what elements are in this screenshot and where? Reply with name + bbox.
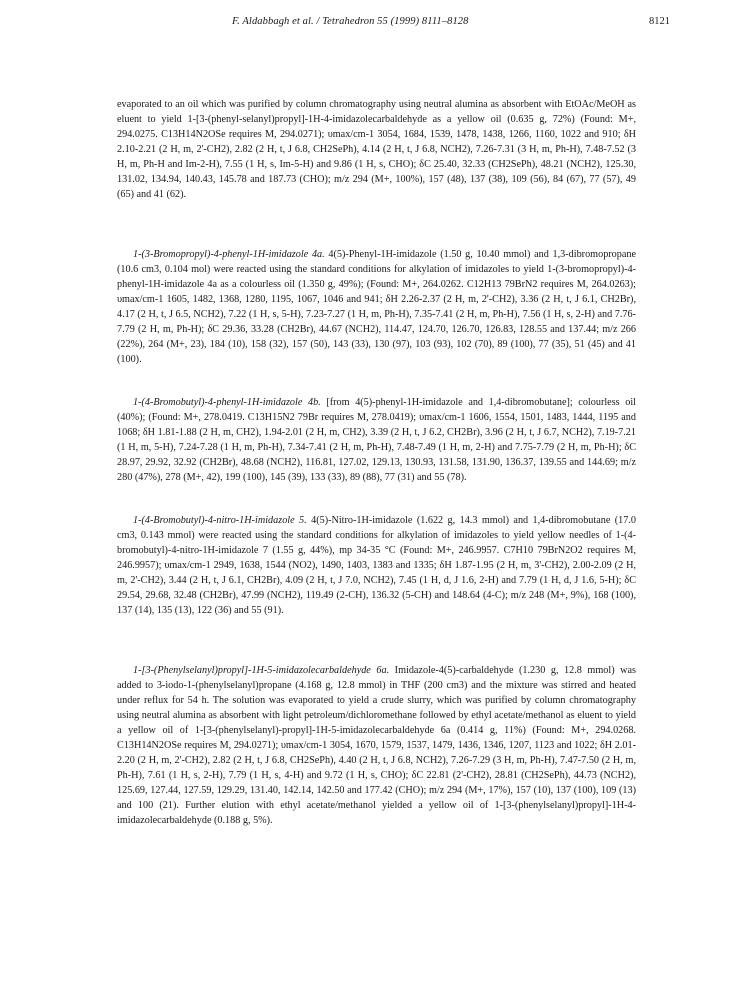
paragraph-text: [from 4(5)-phenyl-1H-imidazole and 1,4-dibromobutane]; colourless oil (40%); (Found: M+, 278.0419. C13H15N2 79Br requires M, 278.0419); υmax/cm-1 1606, 1554, 1501, 1483, 1444, 1195 and 1068; δH 1.81-1.88 (2 H, m, CH2), 1.94-2.01 (2 H, m, CH2), 3.39 (2 H, t, J 6.2, CH2Br), 3.96 (2 H, t, J 6.7, NCH2), 7.19-7.21 (1 H, m, 5-H), 7.24-7.28 (1 H, m, Ph-H), 7.34-7.41 (2 H, m, Ph-H), 7.48-7.49 (1 H, m, 2-H) and 7.75-7.79 (2 H, m, Ph-H); δC 28.97, 29.92, 32.92 (CH2Br), 48.68 (NCH2), 116.81, 127.02, 129.13, 130.93, 131.58, 131.90, 136.37, 139.55 and 144.69; m/z 280 (47%), 278 (M+, 42), 199 (100), 145 (39), 133 (33), 89 (88), 77 (31) and 55 (78). (117, 397, 637, 483)
paragraph-compound-6a (117, 663, 636, 828)
running-header: F. Aldabbagh et al. / Tetrahedron 55 (1999) 8111–8128 (232, 16, 469, 27)
paragraph-text: Imidazole-4(5)-carbaldehyde (1.230 g, 12.8 mmol) was added to 3-iodo-1-(phenylselanyl)propane (4.168 g, 12.8 mmol) in THF (200 cm3) and the mixture was stirred and heated under reflux for 54 h. The solution was evaporated to yield a crude slurry, which was purified by column chromatography using neutral alumina as absorbent with light petroleum/dichloromethane followed by ethyl acetate/methanol as eluent to yield a yellow oil of 1-[3-(phenylselanyl)-propyl]-1H-5-imidazolecarbaldehyde 6a (0.414 g, 11%) (Found: M+, 294.0268. C13H14N2OSe requires M, 294.0271); υmax/cm-1 3054, 1670, 1579, 1537, 1479, 1436, 1346, 1207, 1123 and 1022; δH 2.01-2.20 (2 H, m, 2'-CH2), 2.82 (2 H, t, J 6.8, CH2SePh), 4.40 (2 H, t, J 6.8, NCH2), 7.26-7.29 (3 H, m, Ph-H), 7.47-7.50 (2 H, m, Ph-H), 7.61 (1 H, s, 2-H), 7.79 (1 H, s, 4-H) and 9.72 (1 H, s, CHO); δC 22.81 (2'-CH2), 28.81 (CH2SePh), 44.73 (NCH2), 125.69, 127.44, 127.59, 129.29, 131.40, 142.14, 142.50 and 177.42 (CHO); m/z 294 (M+, 17%), 157 (10), 137 (100), 109 (13) and 100 (21). Further elution with ethyl acetate/methanol yielded a yellow oil of 1-[3-(phenylselanyl)propyl]-1H-4-imidazolecarbaldehyde (0.188 g, 5%). (117, 665, 636, 826)
paragraph-text: evaporated to an oil which was purified by column chromatography using neutral alumina as absorbent with EtOAc/MeOH as eluent to yield 1-[3-(phenyl-selanyl)propyl]-1H-4-imidazolecarbaldehyde as a yellow oil (0.635 g, 72%) (Found: M+, 294.0275. C13H14N2OSe requires M, 294.0271); υmax/cm-1 3054, 1684, 1539, 1478, 1438, 1266, 1160, 1022 and 910; δH 2.10-2.21 (2 H, m, 2'-CH2), 2.82 (2 H, t, J 6.8, CH2SePh), 4.14 (2 H, t, J 6.8, NCH2), 7.26-7.31 (3 H, m, Ph-H), 7.48-7.52 (3 H, m, Ph-H and Im-2-H), 7.55 (1 H, s, Im-5-H) and 9.86 (1 H, s, CHO); δC 25.40, 32.33 (CH2SePh), 48.21 (NCH2), 125.30, 131.02, 134.94, 140.43, 145.78 and 187.73 (CHO); m/z 294 (M+, 100%), 157 (48), 137 (38), 109 (56), 84 (67), 77 (57), 49 (65) and 41 (62). (117, 99, 636, 200)
compound-heading: 1-(4-Bromobutyl)-4-nitro-1H-imidazole 5. (133, 515, 307, 526)
compound-heading: 1-(4-Bromobutyl)-4-phenyl-1H-imidazole 4b. (133, 397, 321, 408)
paragraph-compound-4b (117, 395, 636, 485)
paragraph-continuation (117, 97, 636, 202)
paragraph-compound-4a (117, 247, 636, 367)
paragraph-compound-5 (117, 513, 636, 618)
paragraph-text: 4(5)-Nitro-1H-imidazole (1.622 g, 14.3 mmol) and 1,4-dibromobutane (17.0 cm3, 0.143 mmol) were reacted using the standard conditions for alkylation of imidazoles to yield yellow needles of 1-(4-bromobutyl)-4-nitro-1H-imidazole 7 (1.55 g, 44%), mp 34-35 °C (Found: M+, 246.9957. C7H10 79BrN2O2 requires M, 246.9957); υmax/cm-1 2949, 1638, 1544 (NO2), 1490, 1403, 1383 and 1335; δH 1.87-1.95 (2 H, m, 3'-CH2), 2.00-2.09 (2 H, m, 2'-CH2), 3.44 (2 H, t, J 6.1, CH2Br), 4.09 (2 H, t, J 7.0, NCH2), 7.45 (1 H, d, J 1.6, 2-H) and 7.79 (1 H, d, J 1.6, 5-H); δC 29.54, 29.68, 32.48 (CH2Br), 47.99 (NCH2), 119.49 (2-CH), 136.32 (5-CH) and 148.64 (4-C); m/z 248 (M+, 9%), 168 (100), 137 (14), 135 (13), 122 (36) and 55 (91). (117, 515, 636, 616)
compound-heading: 1-[3-(Phenylselanyl)propyl]-1H-5-imidazolecarbaldehyde 6a. (133, 665, 390, 676)
page-number: 8121 (649, 16, 670, 27)
compound-heading: 1-(3-Bromopropyl)-4-phenyl-1H-imidazole 4a. (133, 249, 325, 260)
paragraph-text: 4(5)-Phenyl-1H-imidazole (1.50 g, 10.40 mmol) and 1,3-dibromopropane (10.6 cm3, 0.104 mol) were reacted using the standard conditions for alkylation of imidazoles to yield 1-(3-bromopropyl)-4-phenyl-1H-imidazole 4a as a colourless oil (1.350 g, 49%); (Found: M+, 264.0262. C12H13 79BrN2 requires M, 264.0263); υmax/cm-1 1605, 1482, 1368, 1280, 1195, 1067, 1046 and 941; δH 2.26-2.37 (2 H, m, 2'-CH2), 3.36 (2 H, t, J 6.1, CH2Br), 4.17 (2 H, t, J 6.5, NCH2), 7.22 (1 H, s, 5-H), 7.23-7.27 (1 H, m, Ph-H), 7.35-7.41 (2 H, m, Ph-H), 7.56 (1 H, s, 2-H) and 7.76-7.79 (2 H, m, Ph-H); δC 29.36, 33.28 (CH2Br), 44.67 (NCH2), 114.47, 124.70, 126.70, 126.83, 128.55 and 137.44; m/z 266 (22%), 264 (M+, 23), 184 (10), 158 (32), 157 (50), 143 (33), 130 (97), 103 (93), 102 (70), 89 (100), 77 (35), 51 (45) and 41 (100). (117, 249, 637, 365)
